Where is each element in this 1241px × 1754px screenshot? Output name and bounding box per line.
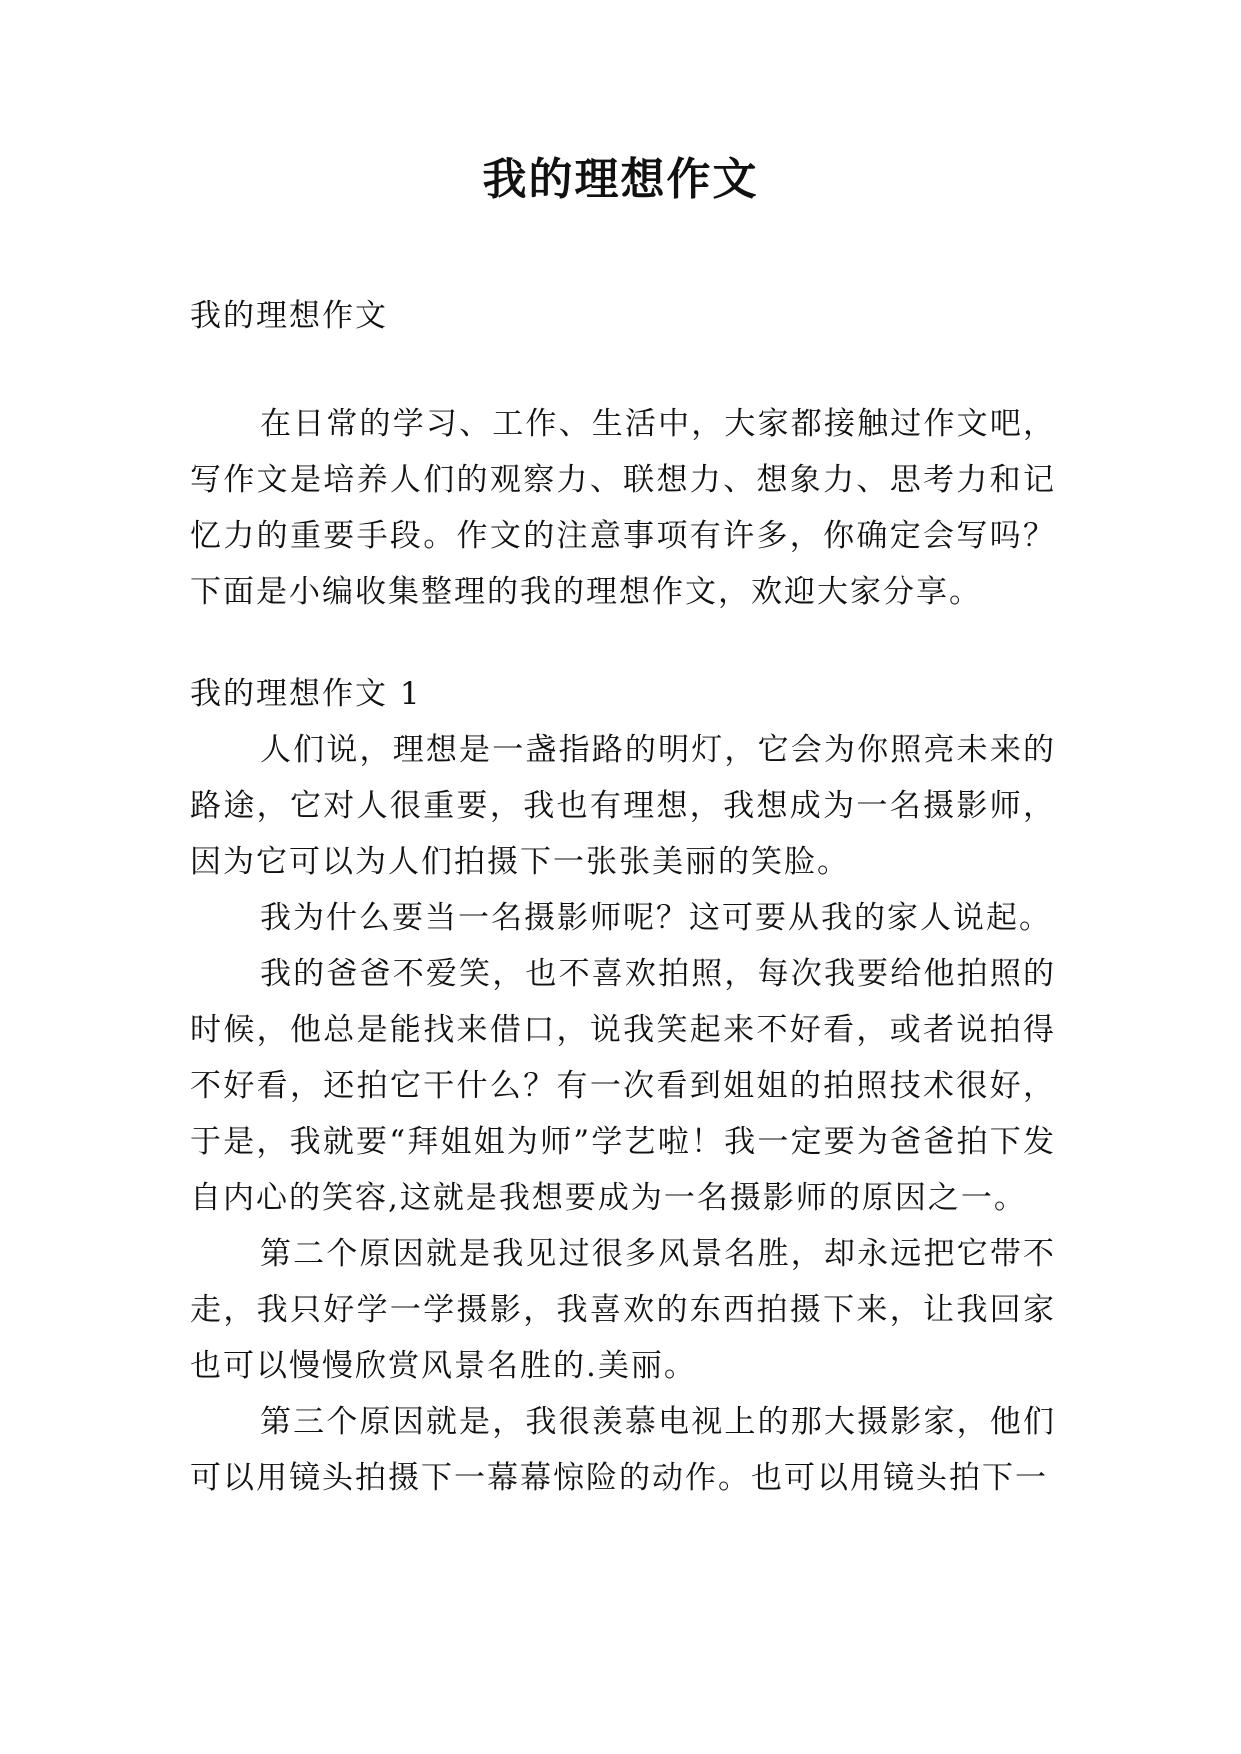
spacer — [190, 344, 1056, 396]
body-paragraph: 我的爸爸不爱笑，也不喜欢拍照，每次我要给他拍照的时候，他总是能找来借口，说我笑起来不好看，或者说拍得不好看，还拍它干什么？有一次看到姐姐的拍照技术很好，于是，我就要“拜姐姐为师”学艺啦！我一定要为爸爸拍下发自内心的笑容,这就是我想要成为一名摄影师的原因之一。 — [190, 956, 1056, 1216]
body-paragraph: 人们说，理想是一盏指路的明灯，它会为你照亮未来的路途，它对人很重要，我也有理想，我想成为一名摄影师，因为它可以为人们拍摄下一张张美丽的笑脸。 — [190, 732, 1056, 880]
document-title: 我的理想作文 — [482, 154, 759, 205]
section-heading: 我的理想作文 1 — [190, 676, 422, 712]
spacer — [190, 620, 1056, 666]
body-paragraph: 第二个原因就是我见过很多风景名胜，却永远把它带不走，我只好学一学摄影，我喜欢的东西拍摄下来，让我回家也可以慢慢欣赏风景名胜的.美丽。 — [190, 1236, 1056, 1384]
intro-heading: 我的理想作文 — [190, 298, 388, 334]
document-body — [190, 288, 1056, 1506]
body-paragraph: 第三个原因就是，我很羡慕电视上的那大摄影家，他们可以用镜头拍摄下一幕幕惊险的动作。也可以用镜头拍下一 — [190, 1404, 1056, 1496]
body-paragraph: 我为什么要当一名摄影师呢？这可要从我的家人说起。 — [260, 900, 1052, 936]
intro-paragraph: 在日常的学习、工作、生活中，大家都接触过作文吧，写作文是培养人们的观察力、联想力、想象力、思考力和记忆力的重要手段。作文的注意事项有许多，你确定会写吗？下面是小编收集整理的我的理想作文，欢迎大家分享。 — [190, 406, 1056, 610]
